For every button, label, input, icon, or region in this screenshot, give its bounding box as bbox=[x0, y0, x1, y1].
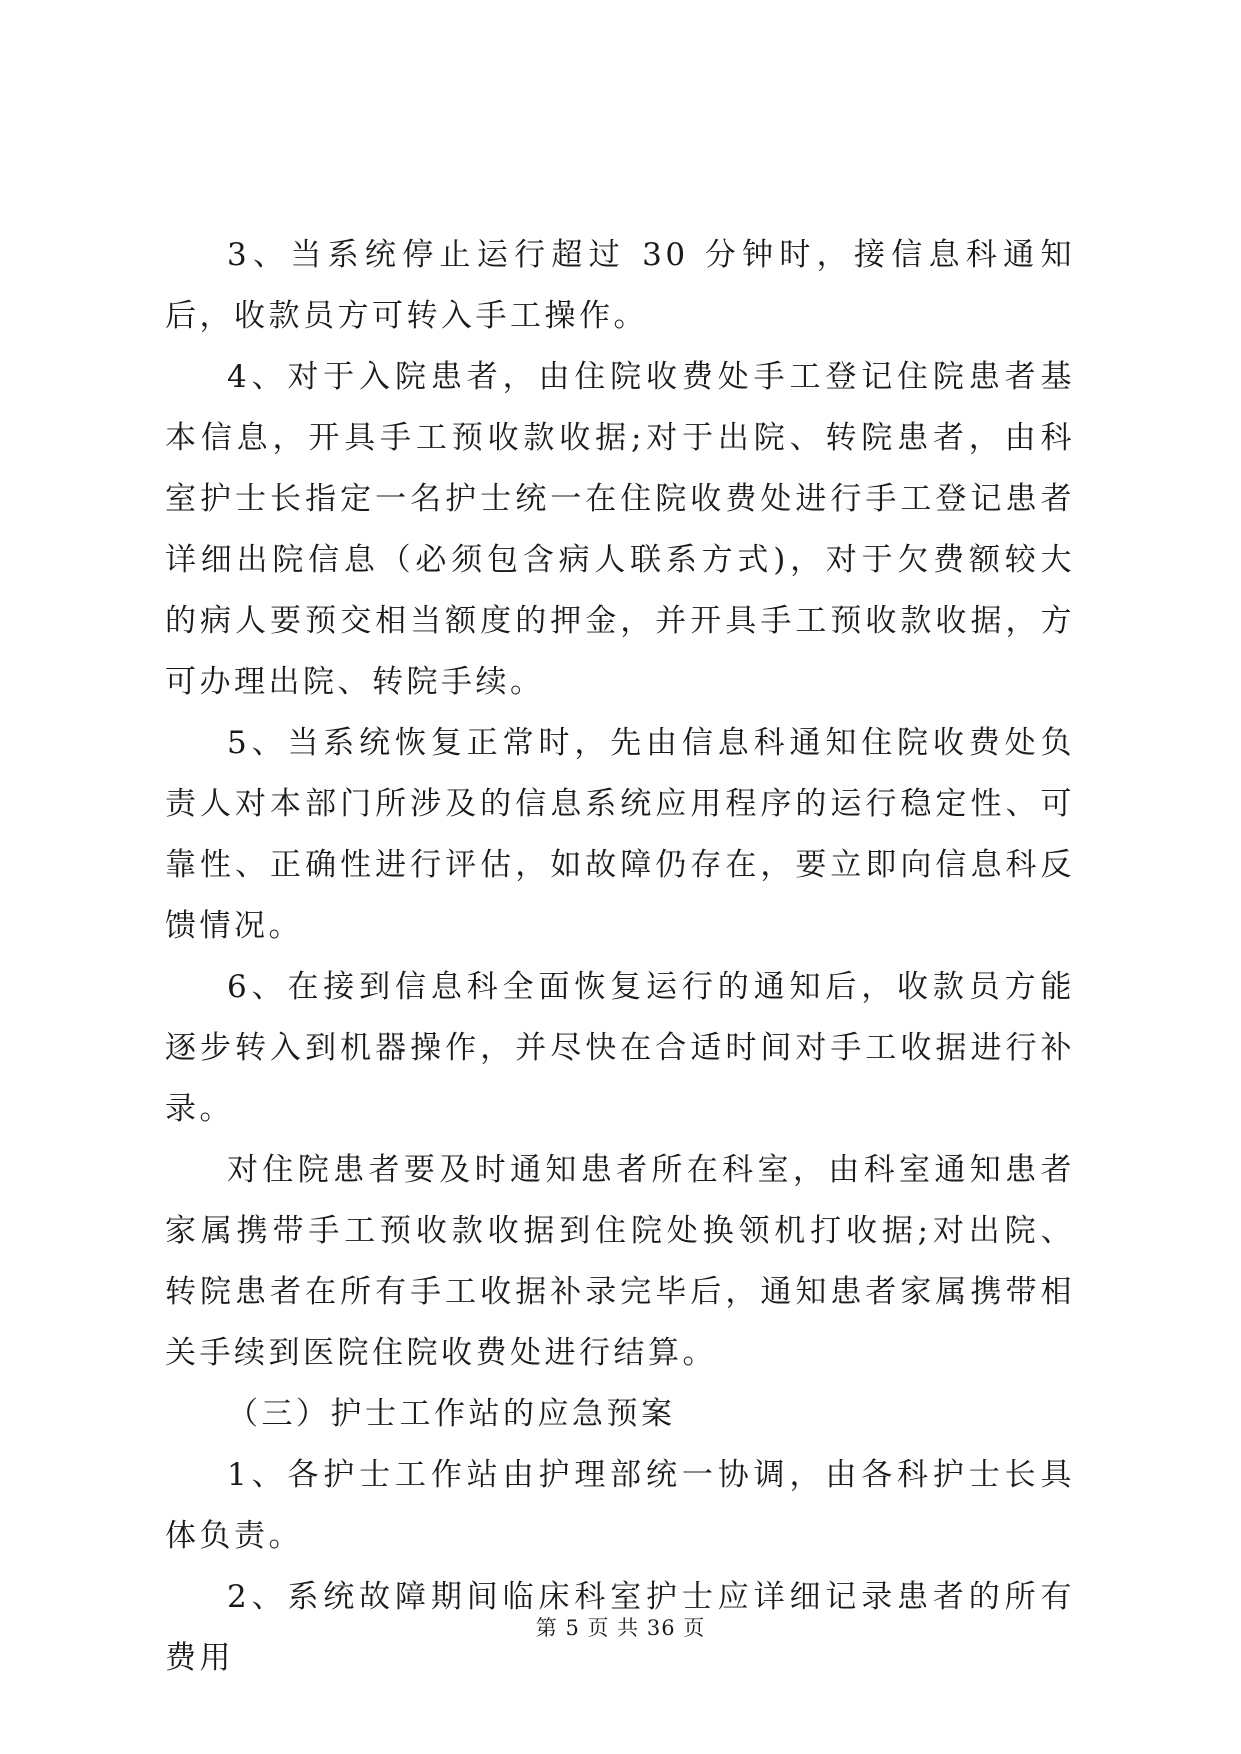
paragraph-item-1: 1、各护士工作站由护理部统一协调，由各科护士长具体负责。 bbox=[165, 1457, 1075, 1554]
page-number-footer: 第 5 页 共 36 页 bbox=[535, 1616, 706, 1640]
paragraph-item-6: 6、在接到信息科全面恢复运行的通知后，收款员方能逐步转入到机器操作，并尽快在合适时间对手工收据进行补录。 bbox=[165, 969, 1075, 1127]
paragraph-item-5: 5、当系统恢复正常时，先由信息科通知住院收费处负责人对本部门所涉及的信息系统应用程序的运行稳定性、可靠性、正确性进行评估，如故障仍存在，要立即向信息科反馈情况。 bbox=[165, 725, 1075, 944]
paragraph-inpatient-notice: 对住院患者要及时通知患者所在科室，由科室通知患者家属携带手工预收款收据到住院处换领机打收据;对出院、转院患者在所有手工收据补录完毕后，通知患者家属携带相关手续到医院住院收费处进行结算。 bbox=[165, 1152, 1075, 1371]
paragraph-item-3: 3、当系统停止运行超过 30 分钟时，接信息科通知后，收款员方可转入手工操作。 bbox=[165, 237, 1075, 334]
paragraph-item-2: 2、系统故障期间临床科室护士应详细记录患者的所有费用 bbox=[165, 1579, 1075, 1676]
paragraph-item-4: 4、对于入院患者，由住院收费处手工登记住院患者基本信息，开具手工预收款收据;对于出院、转院患者，由科室护士长指定一名护士统一在住院收费处进行手工登记患者详细出院信息（必须包含病人联系方式)，对于欠费额较大的病人要预交相当额度的押金，并开具手工预收款收据，方可办理出院、转院手续。 bbox=[165, 359, 1075, 700]
section-heading-nurse-station: （三）护士工作站的应急预案 bbox=[227, 1396, 676, 1432]
document-body bbox=[165, 225, 1075, 1689]
